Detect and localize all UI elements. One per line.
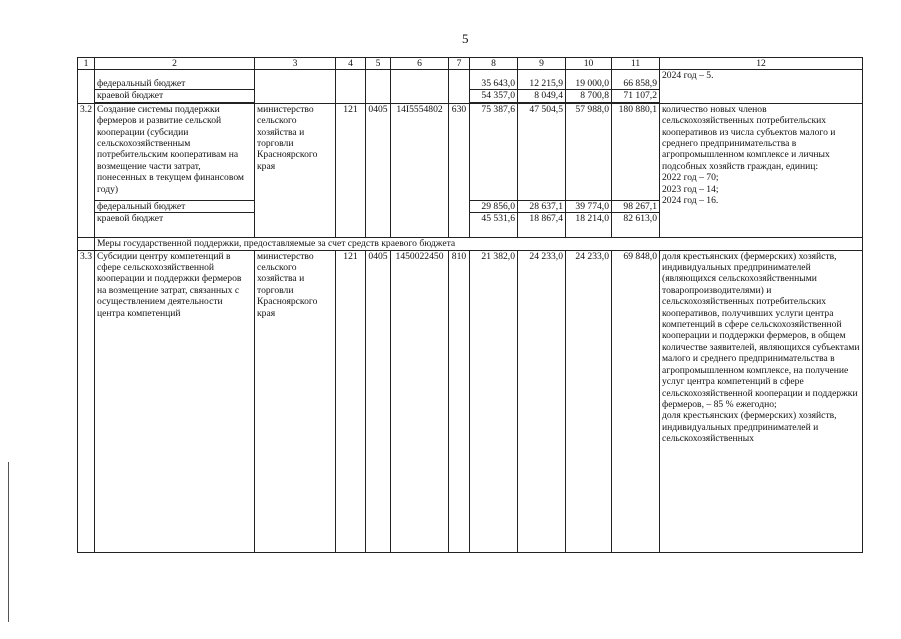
responsible-org: министерство сельского хозяйства и торговли Красноярского края [255,103,336,237]
measure-name: Создание системы поддержки фермеров и развитие сельской кооперации (субсидии сельскохозяйственным потребительским кооперативам на возмещение части затрат, понесенных в текущем финансовом году) [95,103,255,200]
row-number: 3.3 [78,250,95,552]
value-cell: 71 107,2 [612,90,660,102]
header-cell: 6 [391,58,449,70]
value-cell: 18 214,0 [566,213,612,238]
value-cell: 24 233,0 [566,250,612,552]
code-grbs: 121 [336,103,366,237]
budget-table [77,57,863,553]
header-cell: 8 [470,58,518,70]
funding-source: федеральный бюджет [95,200,255,212]
value-cell: 35 643,0 [470,70,518,90]
header-cell: 11 [612,58,660,70]
value-cell: 69 848,0 [612,250,660,552]
header-cell: 10 [566,58,612,70]
section-row [78,238,863,250]
funding-source: краевой бюджет [95,213,255,238]
code-rzpr: 0405 [366,250,391,552]
result-indicator: доля крестьянских (фермерских) хозяйств, индивидуальных предпринимателей (являющихся сельскохозяйственными товаропроизводителями) и сельскохозяйственных потребительских кооперативов, получивших услуги центра компетенций в сфере сельскохозяйственной кооперации и поддержки фермеров, в общем количестве заявителей, являющихся субъектами малого и среднего предпринимательства в агропромышленном комплексе, на получение услуг центра компетенций в сфере сельскохозяйственной кооперации и поддержки фермеров, – 85 % ежегодно; доля крестьянских (фермерских) хозяйств, индивидуальных предпринимателей и сельскохозяйственных [660,250,863,552]
value-cell: 54 357,0 [470,90,518,102]
value-cell: 24 233,0 [518,250,566,552]
value-cell: 75 387,6 [470,103,518,200]
value-cell: 18 867,4 [518,213,566,238]
number-cell [78,70,95,103]
code-rzpr: 0405 [366,103,391,237]
measure-name: Субсидии центру компетенций в сфере сельскохозяйственной кооперации и поддержки фермеров на возмещение затрат, связанных с осуществлением деятельности центра компетенций [95,250,255,552]
value-cell: 66 858,9 [612,70,660,90]
code-vr: 630 [449,103,470,237]
header-cell: 9 [518,58,566,70]
section-title: Меры государственной поддержки, предоставляемые за счет средств краевого бюджета [95,238,863,250]
value-cell: 29 856,0 [470,200,518,212]
code-csr: 1450022450 [391,250,449,552]
row-number: 3.2 [78,103,95,237]
table-row-3-3 [78,250,863,552]
margin-rule [8,462,9,622]
code-cell [336,70,366,103]
code-cell [449,70,470,103]
funding-source: федеральный бюджет [95,70,255,90]
value-cell: 45 531,6 [470,213,518,238]
header-cell: 1 [78,58,95,70]
result-indicator: количество новых членов сельскохозяйственных потребительских кооперативов из числа субъектов малого и среднего предпринимательства в агропромышленном комплексе и личных подсобных хозяйств граждан, единиц: 2022 год – 70; 2023 год – 14; 2024 год – 16. [660,103,863,237]
value-cell: 19 000,0 [566,70,612,90]
note-cell: 2024 год – 5. [660,70,863,103]
header-cell: 4 [336,58,366,70]
empty-cell [78,238,95,250]
table-row [78,70,863,90]
value-cell: 21 382,0 [470,250,518,552]
page-number: 5 [462,31,469,46]
value-cell: 28 637,1 [518,200,566,212]
code-vr: 810 [449,250,470,552]
value-cell: 98 267,1 [612,200,660,212]
funding-source: краевой бюджет [95,90,255,102]
responsible-org: министерство сельского хозяйства и торговли Красноярского края [255,250,336,552]
code-grbs: 121 [336,250,366,552]
value-cell: 180 880,1 [612,103,660,200]
header-cell: 12 [660,58,863,70]
value-cell: 12 215,9 [518,70,566,90]
code-csr: 14I5554802 [391,103,449,237]
value-cell: 39 774,0 [566,200,612,212]
value-cell: 82 613,0 [612,213,660,238]
code-cell [366,70,391,103]
table-row-3-2 [78,103,863,200]
header-cell: 3 [255,58,336,70]
header-row [78,58,863,70]
value-cell: 8 700,8 [566,90,612,102]
code-cell [391,70,449,103]
value-cell: 8 049,4 [518,90,566,102]
header-cell: 7 [449,58,470,70]
value-cell: 47 504,5 [518,103,566,200]
value-cell: 57 988,0 [566,103,612,200]
org-cell [255,70,336,103]
header-cell: 5 [366,58,391,70]
header-cell: 2 [95,58,255,70]
